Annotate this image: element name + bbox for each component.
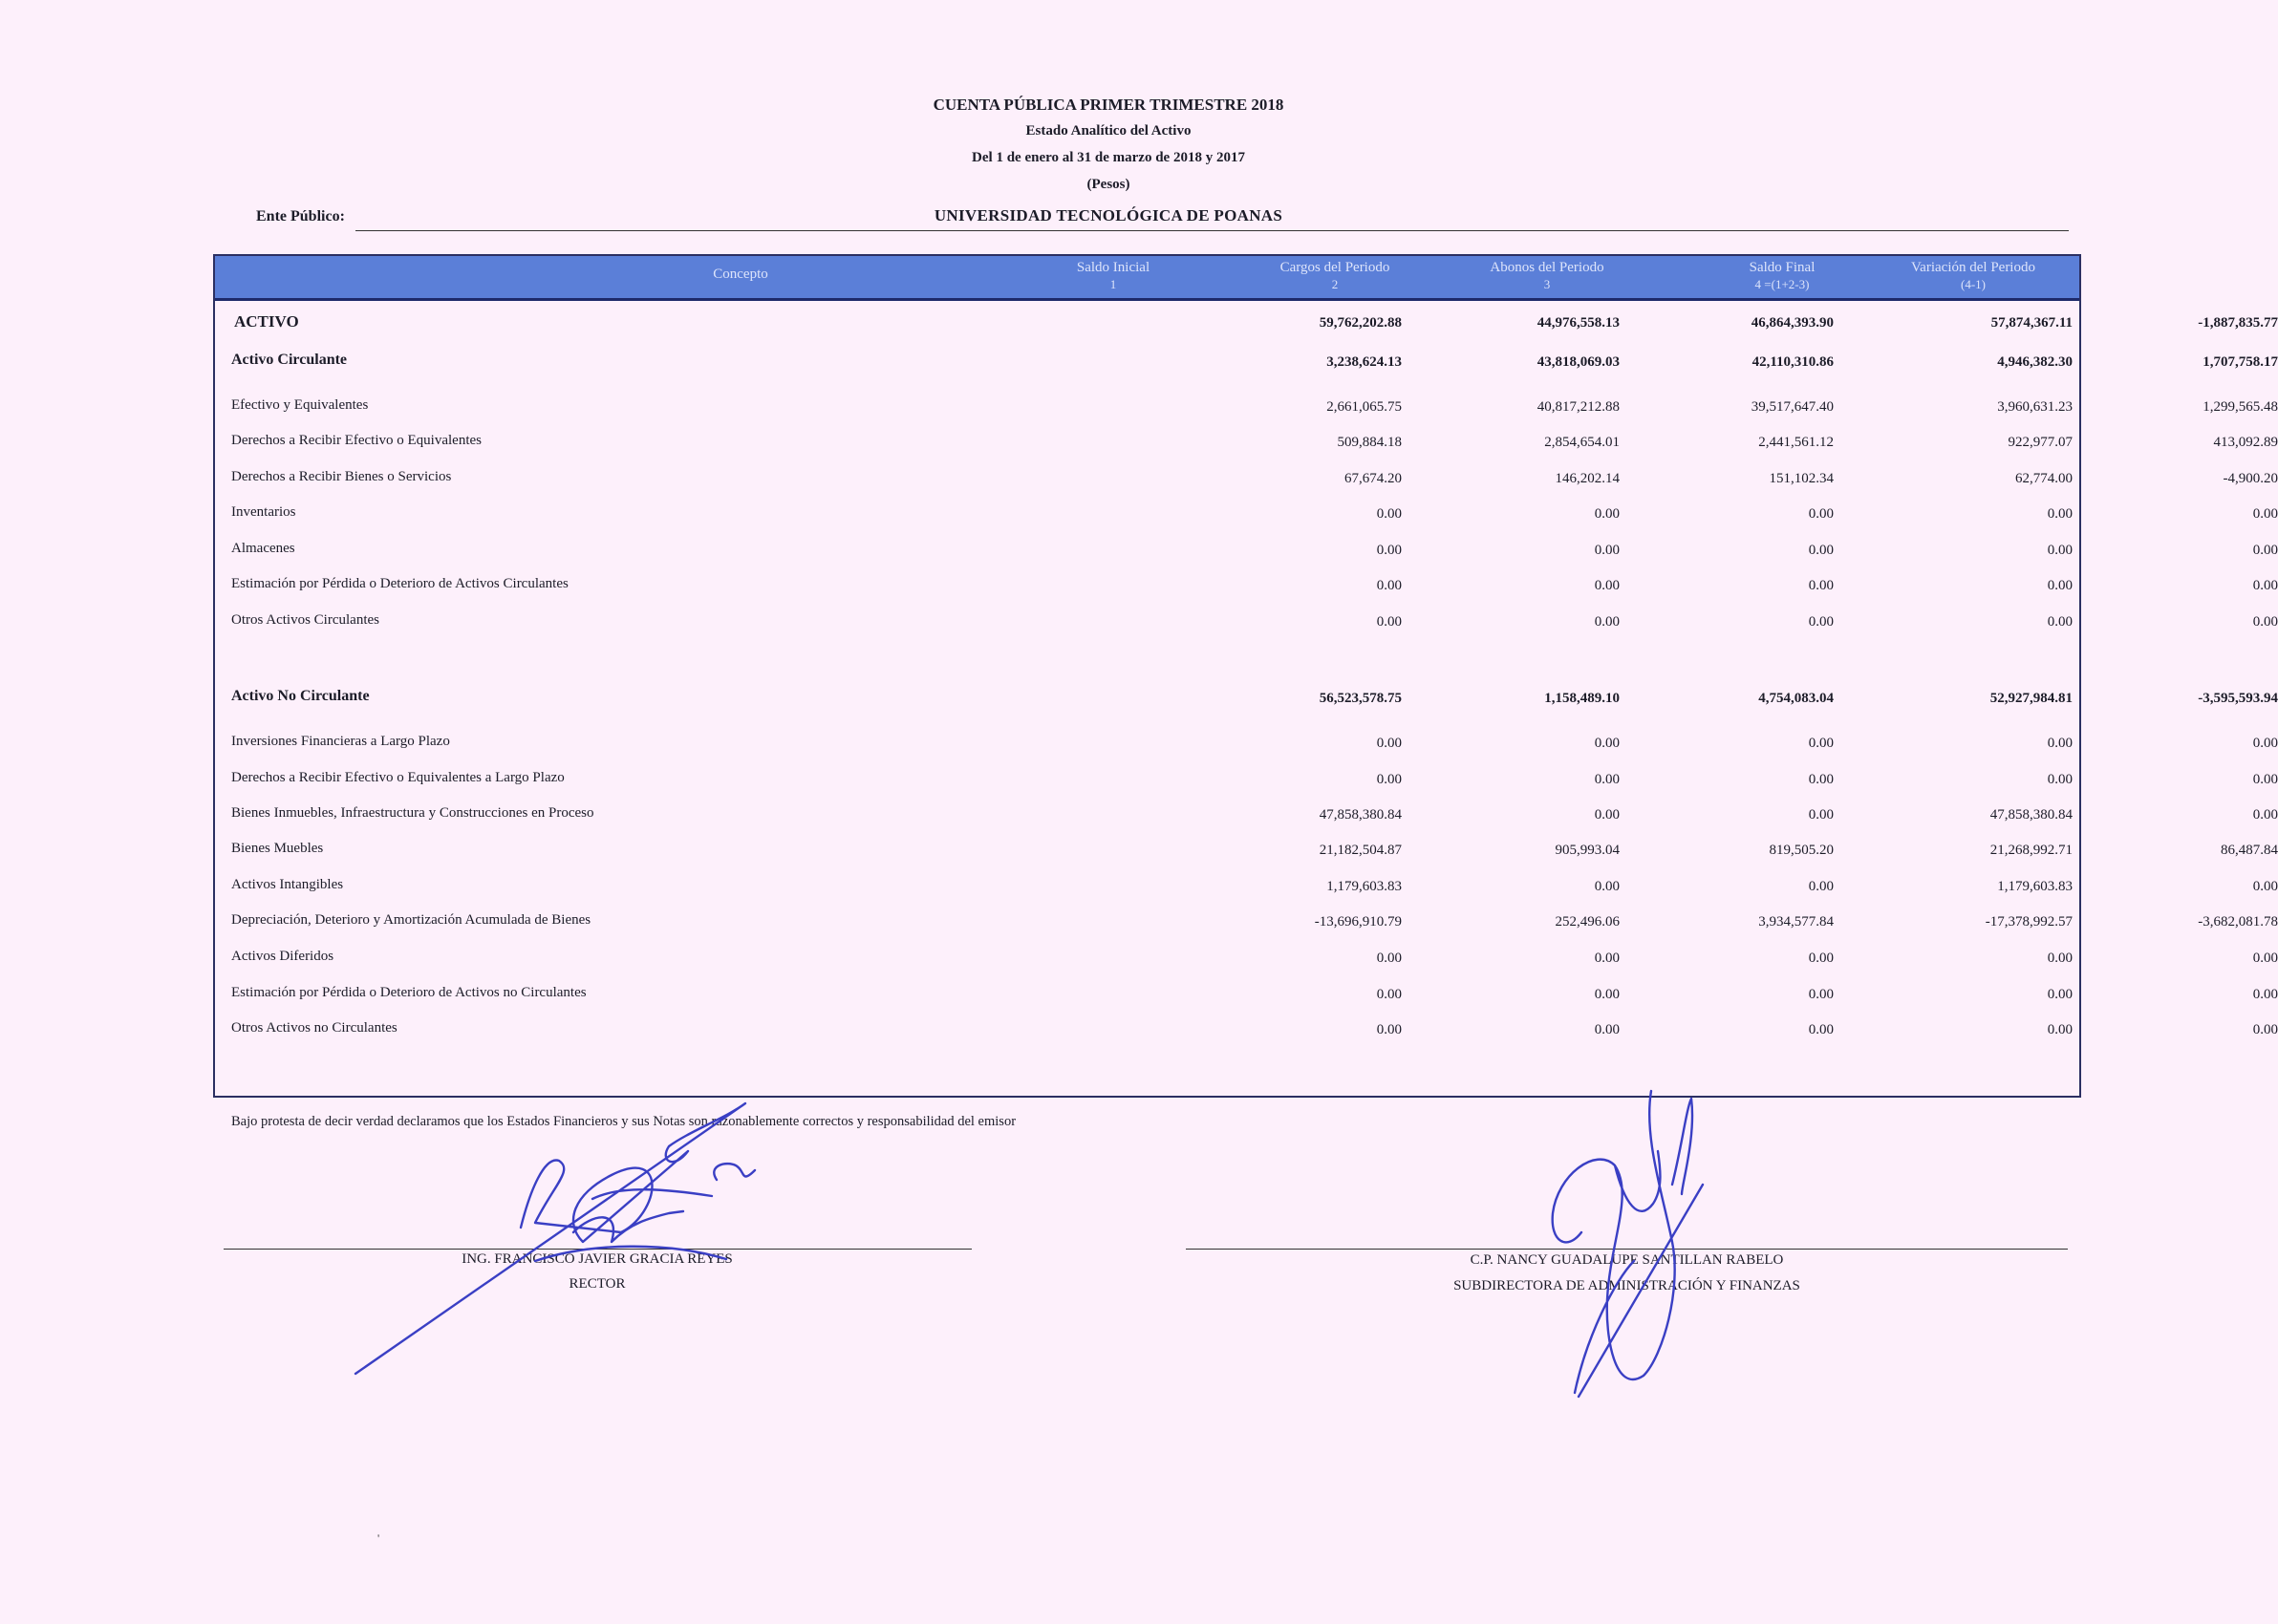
signer-right-title: SUBDIRECTORA DE ADMINISTRACIÓN Y FINANZAS <box>1453 1278 1800 1293</box>
cell-cargos: 0.00 <box>1594 879 1620 894</box>
column-header-saldo-final: Saldo Final 4 =(1+2-3) <box>1749 260 1816 291</box>
cell-saldo-inicial: 21,182,504.87 <box>1319 843 1402 858</box>
signer-left-title: RECTOR <box>569 1276 626 1292</box>
cell-cargos: 252,496.06 <box>1555 914 1620 930</box>
cell-saldo-final: 0.00 <box>2047 1022 2073 1037</box>
cell-saldo-inicial: 59,762,202.88 <box>1319 315 1402 331</box>
cell-saldo-final: 1,179,603.83 <box>1997 879 2073 894</box>
cell-saldo-inicial: 0.00 <box>1376 772 1402 787</box>
cell-variacion: 0.00 <box>2252 879 2278 894</box>
row-concept: Otros Activos no Circulantes <box>231 1020 398 1036</box>
column-header-concepto: Concepto <box>713 267 768 282</box>
cell-saldo-final: 62,774.00 <box>2015 471 2073 486</box>
report-subtitle: Estado Analítico del Activo <box>1025 123 1192 139</box>
cell-variacion: 0.00 <box>2252 951 2278 966</box>
cell-cargos: 0.00 <box>1594 506 1620 522</box>
cell-saldo-inicial: 0.00 <box>1376 506 1402 522</box>
cell-cargos: 0.00 <box>1594 987 1620 1002</box>
cell-variacion: 86,487.84 <box>2221 843 2278 858</box>
cell-saldo-final: 0.00 <box>2047 614 2073 630</box>
cell-cargos: 1,158,489.10 <box>1544 691 1620 706</box>
cell-saldo-final: 0.00 <box>2047 772 2073 787</box>
cell-variacion: -3,595,593.94 <box>2198 691 2278 706</box>
cell-saldo-final: 0.00 <box>2047 951 2073 966</box>
cell-variacion: 1,707,758.17 <box>2203 354 2278 370</box>
report-units: (Pesos) <box>1086 177 1130 192</box>
cell-saldo-final: 922,977.07 <box>2008 435 2073 450</box>
svg-text:': ' <box>377 1531 380 1545</box>
cell-saldo-inicial: 1,179,603.83 <box>1326 879 1402 894</box>
cell-saldo-final: 4,946,382.30 <box>1997 354 2073 370</box>
cell-variacion: 0.00 <box>2252 543 2278 558</box>
cell-saldo-inicial: 2,661,065.75 <box>1326 399 1402 415</box>
signer-left-name: ING. FRANCISCO JAVIER GRACIA REYES <box>462 1251 733 1267</box>
declaration-text: Bajo protesta de decir verdad declaramos que los Estados Financieros y sus Notas son razonablemente correctos y responsabilidad del emisor <box>231 1114 1017 1129</box>
cell-abonos: 819,505.20 <box>1769 843 1834 858</box>
column-header-saldo-inicial: Saldo Inicial 1 <box>1076 260 1150 291</box>
ente-name: UNIVERSIDAD TECNOLÓGICA DE POANAS <box>934 206 1283 224</box>
cell-saldo-final: 0.00 <box>2047 543 2073 558</box>
cell-saldo-final: 0.00 <box>2047 987 2073 1002</box>
cell-saldo-inicial: 0.00 <box>1376 614 1402 630</box>
column-header-variacion: Variación del Periodo (4-1) <box>1911 260 2035 291</box>
cell-abonos: 0.00 <box>1808 1022 1834 1037</box>
cell-abonos: 4,754,083.04 <box>1758 691 1834 706</box>
row-concept: Efectivo y Equivalentes <box>231 397 369 413</box>
cell-abonos: 0.00 <box>1808 879 1834 894</box>
row-concept: Activo Circulante <box>231 352 348 368</box>
cell-cargos: 40,817,212.88 <box>1537 399 1620 415</box>
cell-abonos: 3,934,577.84 <box>1758 914 1834 930</box>
cell-abonos: 42,110,310.86 <box>1751 354 1834 370</box>
cell-cargos: 0.00 <box>1594 736 1620 751</box>
cell-abonos: 0.00 <box>1808 578 1834 593</box>
row-concept: Almacenes <box>231 541 295 556</box>
row-concept: Activos Intangibles <box>231 877 344 892</box>
cell-variacion: -1,887,835.77 <box>2198 315 2278 331</box>
cell-abonos: 0.00 <box>1808 543 1834 558</box>
row-concept: Estimación por Pérdida o Deterioro de Activos Circulantes <box>231 576 569 591</box>
cell-abonos: 0.00 <box>1808 736 1834 751</box>
cell-saldo-inicial: 0.00 <box>1376 578 1402 593</box>
cell-cargos: 0.00 <box>1594 543 1620 558</box>
row-concept: Derechos a Recibir Efectivo o Equivalentes a Largo Plazo <box>231 770 565 785</box>
cell-variacion: -4,900.20 <box>2223 471 2278 486</box>
report-title: CUENTA PÚBLICA PRIMER TRIMESTRE 2018 <box>933 96 1284 114</box>
cell-saldo-final: 47,858,380.84 <box>1989 807 2073 823</box>
row-concept: Derechos a Recibir Bienes o Servicios <box>231 469 452 484</box>
cell-saldo-final: -17,378,992.57 <box>1985 914 2073 930</box>
column-header-abonos: Abonos del Periodo 3 <box>1490 260 1604 291</box>
cell-abonos: 39,517,647.40 <box>1751 399 1834 415</box>
cell-abonos: 0.00 <box>1808 506 1834 522</box>
cell-saldo-inicial: 3,238,624.13 <box>1326 354 1402 370</box>
row-concept: Bienes Inmuebles, Infraestructura y Construcciones en Proceso <box>231 805 594 821</box>
row-concept: Bienes Muebles <box>231 841 324 856</box>
cell-abonos: 0.00 <box>1808 772 1834 787</box>
column-header-cargos: Cargos del Periodo 2 <box>1279 260 1390 291</box>
row-concept: Estimación por Pérdida o Deterioro de Activos no Circulantes <box>231 985 587 1000</box>
cell-saldo-inicial: 67,674.20 <box>1344 471 1402 486</box>
cell-abonos: 0.00 <box>1808 614 1834 630</box>
cell-cargos: 2,854,654.01 <box>1544 435 1620 450</box>
cell-variacion: 0.00 <box>2252 807 2278 823</box>
row-concept: Inversiones Financieras a Largo Plazo <box>231 734 450 749</box>
cell-variacion: 0.00 <box>2252 772 2278 787</box>
cell-abonos: 0.00 <box>1808 951 1834 966</box>
cell-cargos: 0.00 <box>1594 578 1620 593</box>
cell-abonos: 0.00 <box>1808 987 1834 1002</box>
cell-abonos: 151,102.34 <box>1769 471 1834 486</box>
cell-variacion: 0.00 <box>2252 578 2278 593</box>
cell-cargos: 0.00 <box>1594 772 1620 787</box>
cell-cargos: 0.00 <box>1594 807 1620 823</box>
cell-saldo-inicial: 0.00 <box>1376 987 1402 1002</box>
row-concept: Activo No Circulante <box>231 688 370 704</box>
signature-right <box>1553 1091 1703 1397</box>
cell-saldo-final: 0.00 <box>2047 736 2073 751</box>
cell-variacion: -3,682,081.78 <box>2198 914 2278 930</box>
cell-saldo-final: 0.00 <box>2047 578 2073 593</box>
cell-saldo-final: 3,960,631.23 <box>1997 399 2073 415</box>
row-concept: Activos Diferidos <box>231 949 334 964</box>
signature-left <box>355 1103 755 1374</box>
cell-variacion: 0.00 <box>2252 1022 2278 1037</box>
cell-saldo-inicial: 0.00 <box>1376 951 1402 966</box>
cell-saldo-inicial: -13,696,910.79 <box>1314 914 1402 930</box>
cell-cargos: 43,818,069.03 <box>1537 354 1620 370</box>
row-concept: Otros Activos Circulantes <box>231 612 379 628</box>
signer-right-name: C.P. NANCY GUADALUPE SANTILLAN RABELO <box>1470 1252 1784 1268</box>
cell-saldo-inicial: 0.00 <box>1376 543 1402 558</box>
row-concept: ACTIVO <box>234 312 299 331</box>
cell-saldo-inicial: 47,858,380.84 <box>1319 807 1402 823</box>
cell-saldo-inicial: 56,523,578.75 <box>1319 691 1402 706</box>
cell-saldo-inicial: 0.00 <box>1376 1022 1402 1037</box>
cell-saldo-final: 57,874,367.11 <box>1990 315 2073 331</box>
cell-abonos: 46,864,393.90 <box>1751 315 1834 331</box>
cell-cargos: 146,202.14 <box>1555 471 1620 486</box>
cell-saldo-final: 52,927,984.81 <box>1989 691 2073 706</box>
cell-cargos: 44,976,558.13 <box>1537 315 1620 331</box>
cell-saldo-inicial: 0.00 <box>1376 736 1402 751</box>
cell-cargos: 0.00 <box>1594 951 1620 966</box>
cell-cargos: 0.00 <box>1594 614 1620 630</box>
row-concept: Inventarios <box>231 504 296 520</box>
cell-variacion: 413,092.89 <box>2213 435 2278 450</box>
cell-saldo-inicial: 509,884.18 <box>1337 435 1402 450</box>
cell-variacion: 0.00 <box>2252 506 2278 522</box>
cell-abonos: 0.00 <box>1808 807 1834 823</box>
row-concept: Depreciación, Deterioro y Amortización Acumulada de Bienes <box>231 912 591 928</box>
cell-variacion: 0.00 <box>2252 987 2278 1002</box>
ente-label: Ente Público: <box>256 208 345 224</box>
report-period: Del 1 de enero al 31 de marzo de 2018 y 2017 <box>972 150 1245 165</box>
cell-abonos: 2,441,561.12 <box>1758 435 1834 450</box>
cell-variacion: 0.00 <box>2252 614 2278 630</box>
row-concept: Derechos a Recibir Efectivo o Equivalentes <box>231 433 482 448</box>
cell-saldo-final: 21,268,992.71 <box>1989 843 2073 858</box>
cell-saldo-final: 0.00 <box>2047 506 2073 522</box>
cell-variacion: 0.00 <box>2252 736 2278 751</box>
cell-cargos: 0.00 <box>1594 1022 1620 1037</box>
cell-variacion: 1,299,565.48 <box>2203 399 2278 415</box>
cell-cargos: 905,993.04 <box>1555 843 1620 858</box>
